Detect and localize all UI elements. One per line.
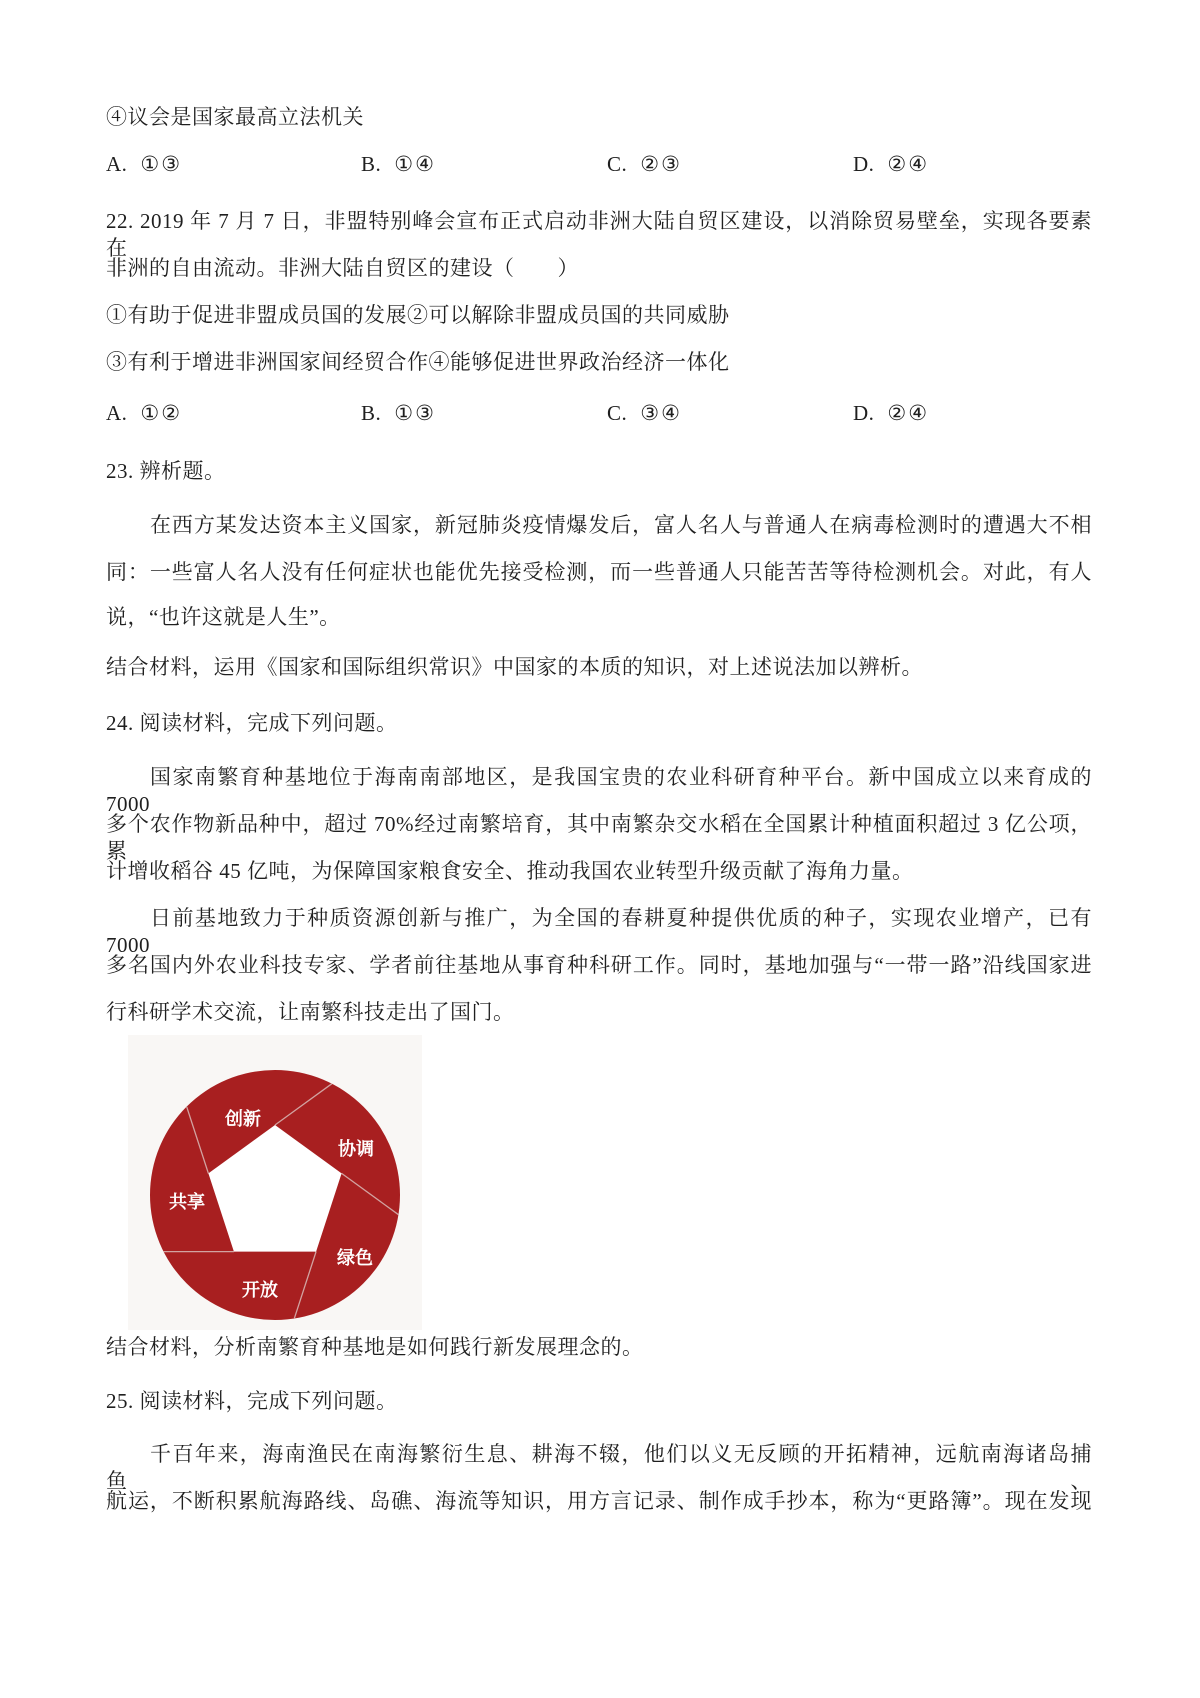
q24-p2-line-1: 日前基地致力于种质资源创新与推广，为全国的春耕夏种提供优质的种子，实现农业增产，已有 7000: [106, 906, 1092, 957]
q24-p1-line-1: 国家南繁育种基地位于海南南部地区，是我国宝贵的农业科研育种平台。新中国成立以来育成的 7000: [106, 765, 1092, 816]
q22-option-c: C. ③④: [607, 401, 682, 425]
q25-title: 25. 阅读材料，完成下列问题。: [106, 1389, 398, 1413]
q22-line-2: 非洲的自由流动。非洲大陆自贸区的建设（ ）: [106, 256, 579, 280]
q21-option-c: C. ②③: [607, 152, 682, 176]
q21-options-row: [106, 151, 1092, 181]
q21-option-b: B. ①④: [361, 152, 436, 176]
q22-options-row: [106, 400, 1092, 430]
q22-option-a: A. ①②: [106, 401, 183, 425]
q24-p2-line-2: 多名国内外农业科技专家、学者前往基地从事育种科研工作。同时，基地加强与“一带一路”沿线国家进: [106, 953, 1092, 977]
q23-line-1: 在西方某发达资本主义国家，新冠肺炎疫情爆发后，富人名人与普通人在病毒检测时的遭遇大不相: [150, 513, 1092, 537]
q22-option-d: D. ②④: [853, 401, 930, 425]
q22-line-4: ③有利于增进非洲国家间经贸合作④能够促进世界政治经济一体化: [106, 350, 730, 374]
q21-statement-4: ④议会是国家最高立法机关: [106, 105, 364, 129]
label-coordination: 协调: [338, 1139, 374, 1159]
q24-title: 24. 阅读材料，完成下列问题。: [106, 711, 398, 735]
q24-p2-line-3: 行科研学术交流，让南繁科技走出了国门。: [106, 1000, 515, 1024]
q25-line-1: 千百年来，海南渔民在南海繁衍生息、耕海不辍，他们以义无反顾的开拓精神，远航南海诸岛捕鱼、: [106, 1442, 1092, 1493]
development-concepts-diagram: [128, 1035, 422, 1330]
q23-task: 结合材料，运用《国家和国际组织常识》中国家的本质的知识，对上述说法加以辨析。: [106, 655, 923, 679]
label-innovation: 创新: [225, 1109, 261, 1129]
q24-p1-line-3: 计增收稻谷 45 亿吨，为保障国家粮食安全、推动我国农业转型升级贡献了海角力量。: [106, 859, 914, 883]
label-sharing: 共享: [169, 1192, 205, 1212]
q21-option-a: A. ①③: [106, 152, 183, 176]
q23-line-2: 同：一些富人名人没有任何症状也能优先接受检测，而一些普通人只能苦苦等待检测机会。对此，有人: [106, 560, 1092, 584]
label-openness: 开放: [242, 1280, 278, 1300]
q22-line-3: ①有助于促进非盟成员国的发展②可以解除非盟成员国的共同威胁: [106, 303, 730, 327]
q21-option-d: D. ②④: [853, 152, 930, 176]
q22-line-1: 22. 2019 年 7 月 7 日，非盟特别峰会宣布正式启动非洲大陆自贸区建设，以消除贸易壁垒，实现各要素在: [106, 209, 1092, 260]
q24-task: 结合材料，分析南繁育种基地是如何践行新发展理念的。: [106, 1335, 644, 1359]
q25-line-2: 航运，不断积累航海路线、岛礁、海流等知识，用方言记录、制作成手抄本，称为“更路簿”。现在发现: [106, 1489, 1092, 1513]
q23-title: 23. 辨析题。: [106, 459, 226, 483]
q24-p1-line-2: 多个农作物新品种中，超过 70%经过南繁培育，其中南繁杂交水稻在全国累计种植面积超过 3 亿公项，累: [106, 812, 1092, 863]
q23-line-3: 说，“也许这就是人生”。: [106, 605, 341, 629]
label-green: 绿色: [337, 1248, 373, 1268]
q22-option-b: B. ①③: [361, 401, 436, 425]
